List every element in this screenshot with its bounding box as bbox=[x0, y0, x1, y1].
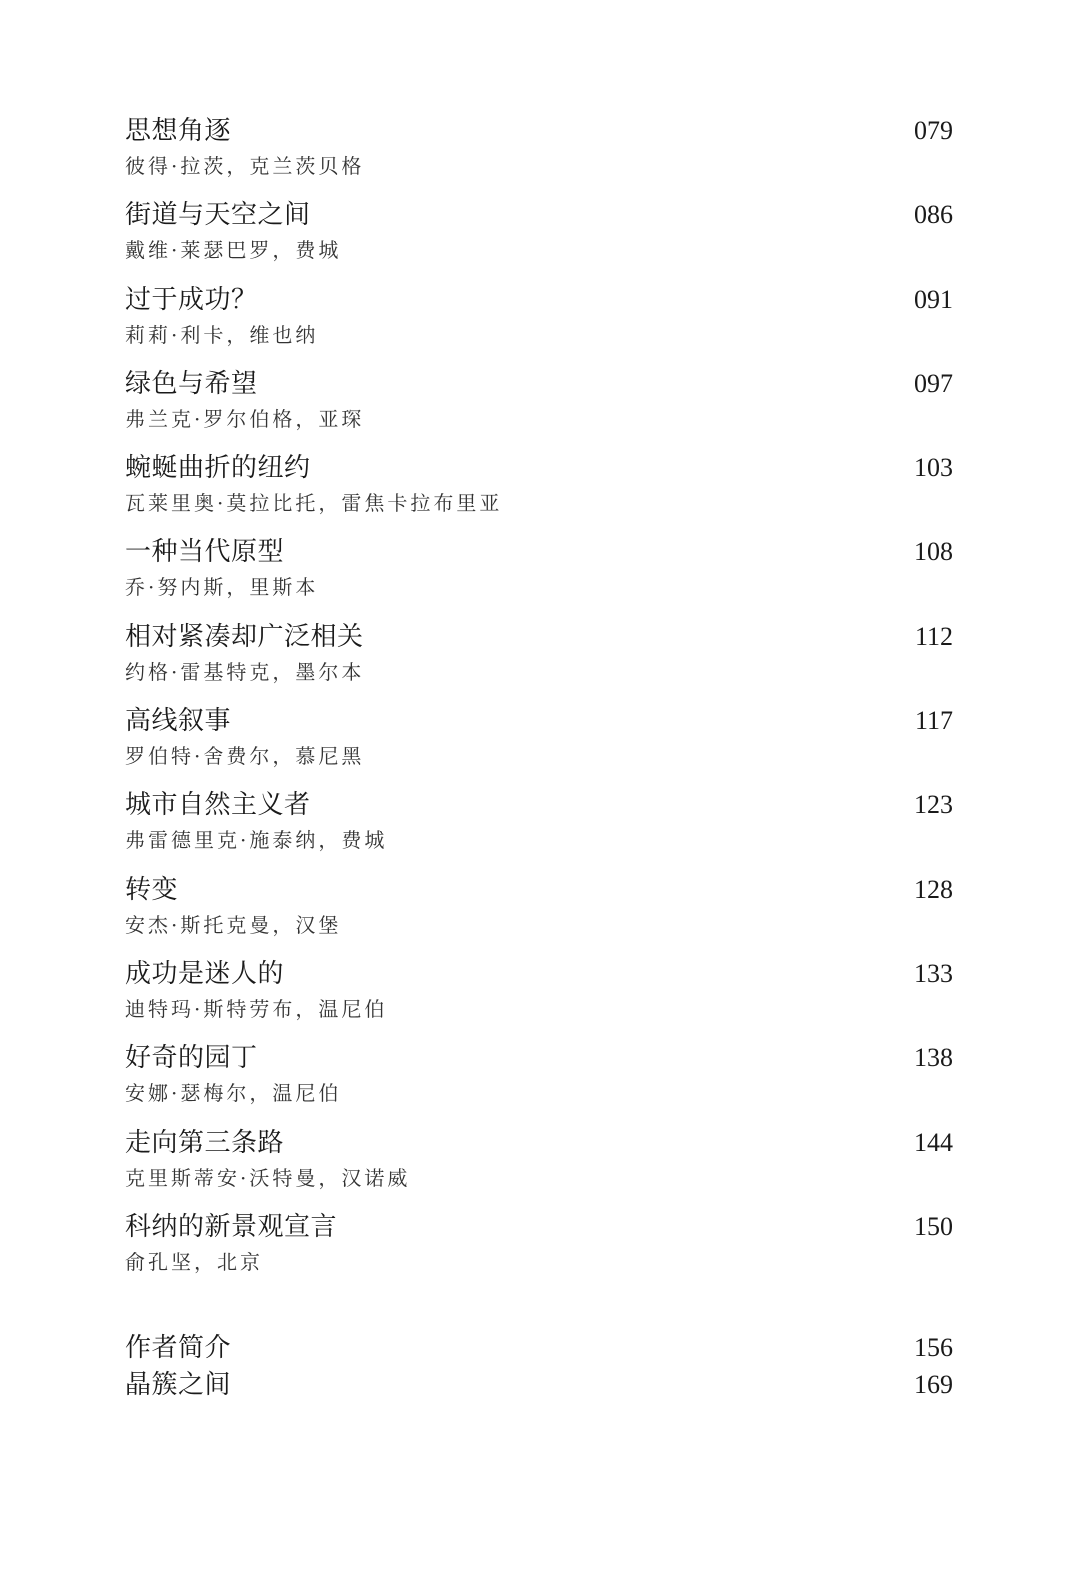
toc-entry-author: 罗伯特·舍费尔，慕尼黑 bbox=[125, 744, 365, 769]
toc-entry-title: 街道与天空之间 bbox=[125, 200, 311, 231]
toc-entry[interactable] bbox=[125, 873, 953, 957]
toc-entry[interactable] bbox=[125, 451, 953, 535]
toc-entry[interactable] bbox=[125, 704, 953, 788]
toc-entry[interactable] bbox=[125, 957, 953, 1041]
back-matter-entry[interactable] bbox=[125, 1368, 953, 1405]
toc-entry-author: 安杰·斯托克曼，汉堡 bbox=[125, 912, 342, 937]
toc-entry-page: 128 bbox=[914, 874, 953, 904]
toc-entry-page: 097 bbox=[914, 368, 953, 398]
toc-entry-page: 117 bbox=[914, 706, 953, 736]
toc-entry-author: 瓦莱里奥·莫拉比托，雷焦卡拉布里亚 bbox=[125, 491, 503, 516]
toc-entry-title: 一种当代原型 bbox=[125, 537, 285, 568]
toc-entry[interactable] bbox=[125, 283, 953, 367]
toc-entry-author: 彼得·拉茨，克兰茨贝格 bbox=[125, 154, 365, 178]
toc-entry[interactable] bbox=[125, 620, 953, 704]
toc-entry-page: 079 bbox=[914, 116, 953, 145]
toc-entry-author: 戴维·莱瑟巴罗，费城 bbox=[125, 238, 342, 263]
toc-entry-author: 迪特玛·斯特劳布，温尼伯 bbox=[125, 996, 388, 1021]
toc-entry-author: 约格·雷基特克，墨尔本 bbox=[125, 659, 365, 684]
toc-entry-title: 高线叙事 bbox=[125, 706, 232, 737]
toc-entry-author: 安娜·瑟梅尔，温尼伯 bbox=[125, 1081, 342, 1106]
toc-entry-title: 绿色与希望 bbox=[125, 368, 258, 399]
toc-entry-title: 蜿蜒曲折的纽约 bbox=[125, 453, 311, 484]
toc-entry-page: 086 bbox=[914, 200, 953, 230]
toc-entry-title: 好奇的园丁 bbox=[125, 1043, 258, 1074]
toc-entry-author: 弗兰克·罗尔伯格，亚琛 bbox=[125, 406, 365, 431]
toc-entry-page: 091 bbox=[914, 284, 953, 314]
toc-entry-author: 弗雷德里克·施泰纳，费城 bbox=[125, 828, 388, 853]
toc-entry-title: 城市自然主义者 bbox=[125, 790, 311, 821]
toc-entry-author: 克里斯蒂安·沃特曼，汉诺威 bbox=[125, 1165, 411, 1190]
toc-entry-page: 133 bbox=[914, 958, 953, 988]
toc-entry-title: 成功是迷人的 bbox=[125, 958, 285, 989]
back-matter-entry[interactable] bbox=[125, 1331, 953, 1368]
toc-entry[interactable] bbox=[125, 198, 953, 282]
toc-entry-title: 过于成功？ bbox=[125, 284, 258, 315]
back-matter-page: 156 bbox=[914, 1333, 953, 1362]
toc-entry[interactable] bbox=[125, 1126, 953, 1210]
toc-entry[interactable] bbox=[125, 1210, 953, 1294]
toc-entry-page: 150 bbox=[914, 1211, 953, 1241]
toc-entry-page: 108 bbox=[914, 537, 953, 567]
toc-entry-author: 莉莉·利卡，维也纳 bbox=[125, 322, 319, 347]
toc-entry-title: 相对紧凑却广泛相关 bbox=[125, 621, 364, 652]
back-matter-page: 169 bbox=[914, 1370, 953, 1399]
toc-entry-page: 112 bbox=[914, 621, 953, 651]
toc-entry-page: 103 bbox=[914, 453, 953, 483]
toc-entry-author: 俞孔坚，北京 bbox=[125, 1249, 263, 1274]
back-matter-title: 作者简介 bbox=[125, 1333, 232, 1363]
toc-entry[interactable] bbox=[125, 535, 953, 619]
toc-entry-title: 走向第三条路 bbox=[125, 1127, 285, 1158]
toc-entry[interactable] bbox=[125, 367, 953, 451]
toc-entry[interactable] bbox=[125, 114, 953, 198]
back-matter-title: 晶簇之间 bbox=[125, 1370, 232, 1400]
back-matter-list bbox=[125, 1331, 953, 1405]
toc-entry[interactable] bbox=[125, 788, 953, 872]
toc-entry-page: 144 bbox=[914, 1127, 953, 1157]
toc-entry-title: 转变 bbox=[125, 874, 179, 905]
toc-entry[interactable] bbox=[125, 1041, 953, 1125]
toc-entry-title: 科纳的新景观宣言 bbox=[125, 1211, 338, 1242]
toc-list bbox=[125, 114, 953, 1294]
toc-entry-title: 思想角逐 bbox=[125, 116, 232, 146]
toc-entry-page: 123 bbox=[914, 790, 953, 820]
toc-entry-page: 138 bbox=[914, 1043, 953, 1073]
toc-entry-author: 乔·努内斯，里斯本 bbox=[125, 575, 319, 600]
